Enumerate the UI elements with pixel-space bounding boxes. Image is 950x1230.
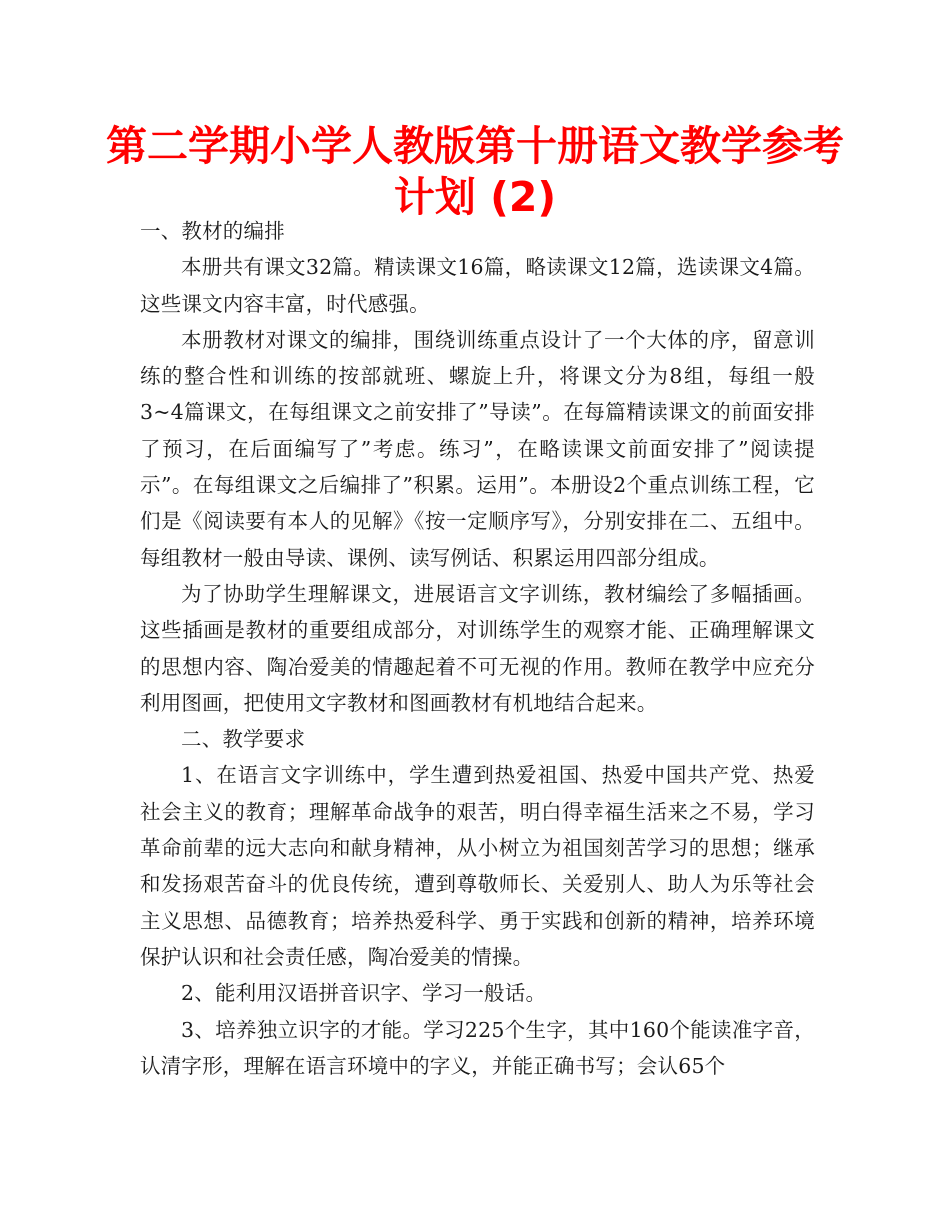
paragraph: 为了协助学生理解课文，进展语言文字训练，教材编绘了多幅插画。这些插画是教材的重要组成部分，对训练学生的观察才能、正确理解课文的思想内容、陶冶爱美的情趣起着不可无视的作用。教师在教学中应充分利用图画，把使用文字教材和图画教材有机地结合起来。 [140, 581, 815, 715]
paragraph: 3、培养独立识字的才能。学习225个生字，其中160个能读准字音，认清字形，理解在语言环境中的字义，并能正确书写；会认65个 [140, 1017, 815, 1078]
section-heading-1: 一、教材的编排 [140, 219, 285, 243]
document-body [140, 213, 815, 1084]
paragraph: 2、能利用汉语拼音识字、学习一般话。 [181, 981, 547, 1006]
paragraph: 本册教材对课文的编排，围绕训练重点设计了一个大体的序，留意训练的整合性和训练的按部就班、螺旋上升，将课文分为8组，每组一般3~4篇课文，在每组课文之前安排了”导读”。在每篇精读课文的前面安排了预习，在后面编写了”考虑。练习”，在略读课文前面安排了”阅读提示”。在每组课文之后编排了”积累。运用”。本册设2个重点训练工程，它们是《阅读要有本人的见解》《按一定顺序写》，分别安排在二、五组中。每组教材一般由导读、课例、读写例话、积累运用四部分组成。 [140, 327, 815, 570]
section-heading-2: 二、教学要求 [181, 727, 306, 752]
paragraph: 1、在语言文字训练中，学生遭到热爱祖国、热爱中国共产党、热爱社会主义的教育；理解革命战争的艰苦，明白得幸福生活来之不易，学习革命前辈的远大志向和献身精神，从小树立为祖国刻苦学习的思想；继承和发扬艰苦奋斗的优良传统，遭到尊敬师长、关爱别人、助人为乐等社会主义思想、品德教育；培养热爱科学、勇于实践和创新的精神，培养环境保护认识和社会责任感，陶冶爱美的情操。 [140, 763, 815, 969]
paragraph: 本册共有课文32篇。精读课文16篇，略读课文12篇，选读课文4篇。这些课文内容丰富，时代感强。 [140, 255, 815, 316]
document-title-line-2: 计划 (2) [393, 173, 557, 221]
document-title-line-1: 第二学期小学人教版第十册语文教学参考 [106, 122, 844, 170]
